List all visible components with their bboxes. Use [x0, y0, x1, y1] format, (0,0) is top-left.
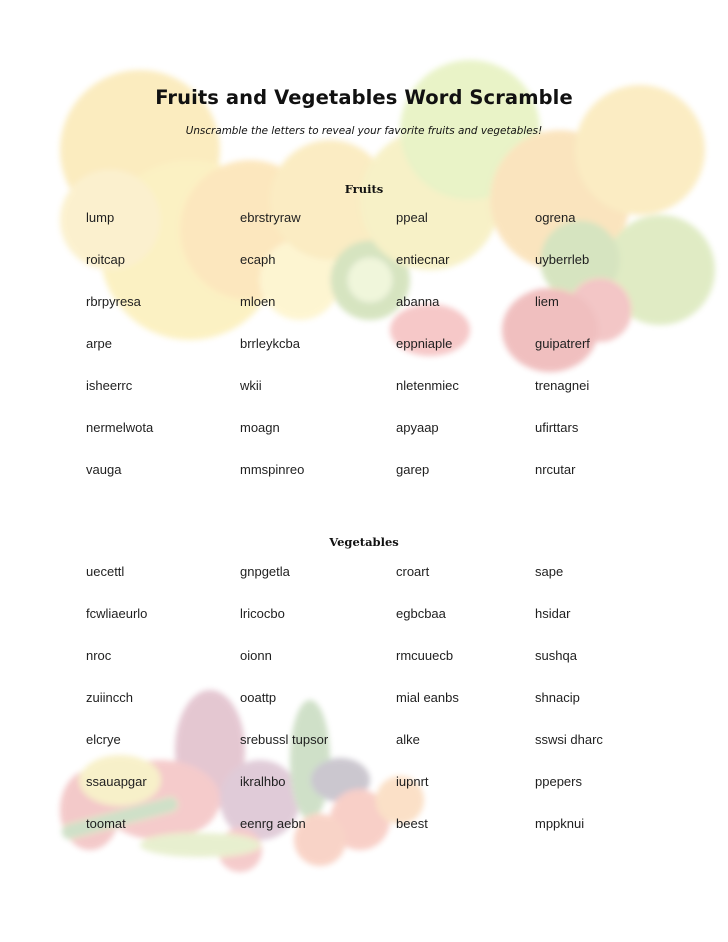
scrambled-word: moagn — [240, 420, 280, 435]
scrambled-word: isheerrc — [86, 378, 133, 393]
scrambled-word: ecaph — [240, 252, 276, 267]
scrambled-word: trenagnei — [535, 378, 590, 393]
page-title: Fruits and Vegetables Word Scramble — [155, 86, 573, 109]
scrambled-word: srebussl tupsor — [240, 732, 329, 747]
page-subtitle: Unscramble the letters to reveal your favorite fruits and vegetables! — [185, 125, 543, 137]
word-row — [0, 378, 728, 420]
vegetables-heading: Vegetables — [329, 535, 399, 549]
scrambled-word: egbcbaa — [396, 606, 446, 621]
scrambled-word: nroc — [86, 648, 112, 663]
scrambled-word: sswsi dharc — [535, 732, 603, 747]
scrambled-word: nletenmiec — [396, 378, 459, 393]
scrambled-word: nrcutar — [535, 462, 576, 477]
scrambled-word: apyaap — [396, 420, 439, 435]
scrambled-word: croart — [396, 564, 430, 579]
scrambled-word: iupnrt — [396, 774, 429, 789]
scrambled-word: uecettl — [86, 564, 125, 579]
scrambled-word: mloen — [240, 294, 276, 309]
scrambled-word: entiecnar — [396, 252, 450, 267]
scrambled-word: zuiincch — [86, 690, 133, 705]
scrambled-word: eppniaple — [396, 336, 453, 351]
scrambled-word: abanna — [396, 294, 440, 309]
scrambled-word: fcwliaeurlo — [86, 606, 148, 621]
scrambled-word: oionn — [240, 648, 272, 663]
scrambled-word: sape — [535, 564, 564, 579]
word-row — [0, 732, 728, 774]
vegetables-word-list — [0, 564, 728, 858]
scrambled-word: beest — [396, 816, 428, 831]
scrambled-word: toomat — [86, 816, 126, 831]
scrambled-word: ebrstryraw — [240, 210, 301, 225]
scrambled-word: lricocbo — [240, 606, 285, 621]
word-row — [0, 774, 728, 816]
fruits-word-list — [0, 210, 728, 504]
scrambled-word: shnacip — [535, 690, 580, 705]
scrambled-word: uyberrleb — [535, 252, 590, 267]
scrambled-word: nermelwota — [86, 420, 154, 435]
scrambled-word: hsidar — [535, 606, 571, 621]
scrambled-word: sushqa — [535, 648, 577, 663]
word-row — [0, 816, 728, 858]
scrambled-word: guipatrerf — [535, 336, 590, 351]
word-row — [0, 210, 728, 252]
scrambled-word: rmcuuecb — [396, 648, 454, 663]
scrambled-word: ikralhbo — [240, 774, 286, 789]
word-row — [0, 690, 728, 732]
scrambled-word: ppeal — [396, 210, 428, 225]
scrambled-word: wkii — [240, 378, 262, 393]
scrambled-word: lump — [86, 210, 115, 225]
scrambled-word: mial eanbs — [396, 690, 459, 705]
scrambled-word: alke — [396, 732, 420, 747]
word-row — [0, 648, 728, 690]
fruits-heading: Fruits — [344, 182, 384, 196]
scrambled-word: mppknui — [535, 816, 585, 831]
scrambled-word: arpe — [86, 336, 113, 351]
scrambled-word: ufirttars — [535, 420, 579, 435]
word-row — [0, 564, 728, 606]
scrambled-word: brrleykcba — [240, 336, 300, 351]
scrambled-word: vauga — [86, 462, 122, 477]
word-row — [0, 294, 728, 336]
scrambled-word: ssauapgar — [86, 774, 147, 789]
scrambled-word: mmspinreo — [240, 462, 305, 477]
scrambled-word: ogrena — [535, 210, 576, 225]
scrambled-word: eenrg aebn — [240, 816, 306, 831]
word-row — [0, 462, 728, 504]
word-row — [0, 420, 728, 462]
word-row — [0, 252, 728, 294]
scrambled-word: ppepers — [535, 774, 582, 789]
scrambled-word: roitcap — [86, 252, 126, 267]
scrambled-word: ooattp — [240, 690, 277, 705]
scrambled-word: elcrye — [86, 732, 121, 747]
word-row — [0, 606, 728, 648]
word-row — [0, 336, 728, 378]
scrambled-word: gnpgetla — [240, 564, 290, 579]
scrambled-word: liem — [535, 294, 559, 309]
scrambled-word: garep — [396, 462, 430, 477]
scrambled-word: rbrpyresa — [86, 294, 141, 309]
